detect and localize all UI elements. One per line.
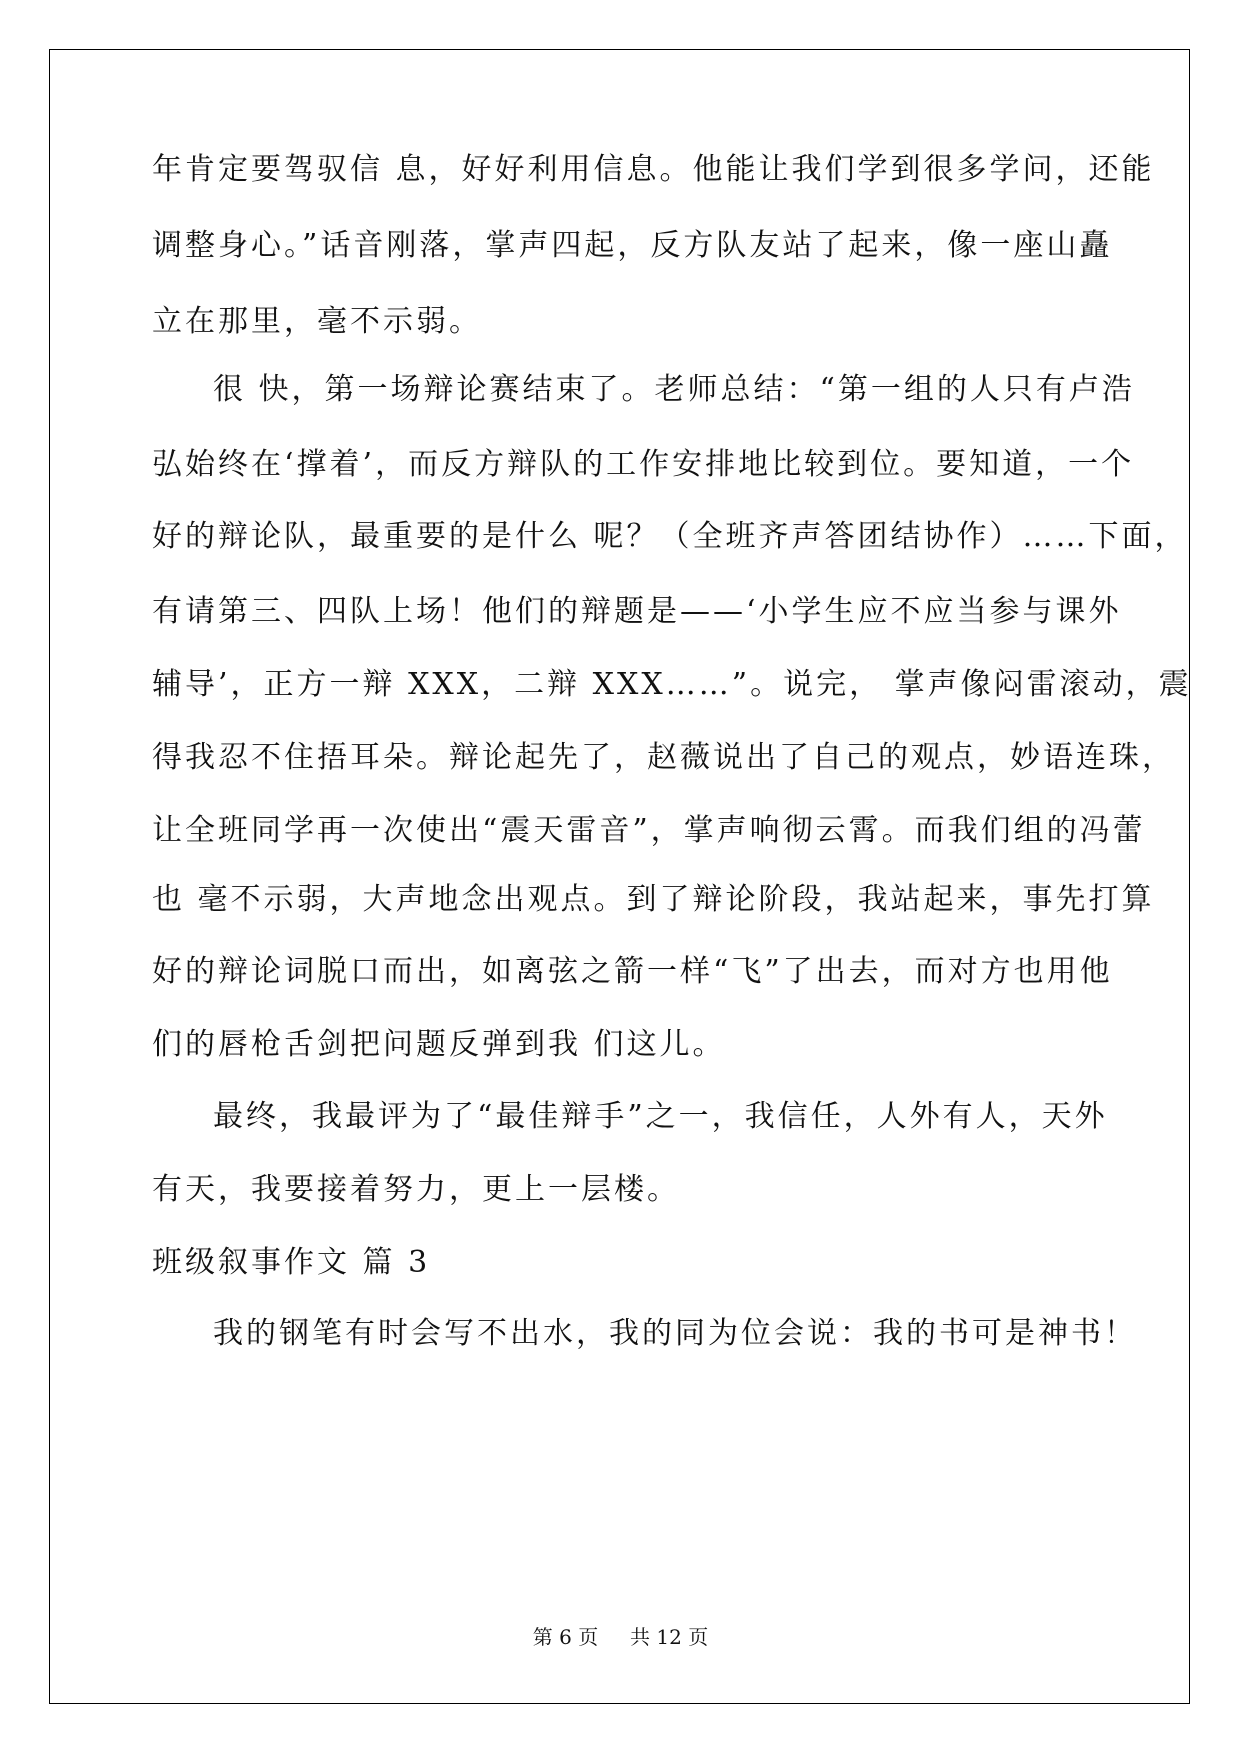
body-line: 有请第三、四队上场！他们的辩题是——‘小学生应不应当参与课外 — [152, 594, 1122, 629]
paragraph-start: 最终，我最评为了“最佳辩手”之一，我信任，人外有人，天外 — [213, 1099, 1108, 1134]
section-heading: 班级叙事作文 篇 3 — [152, 1245, 431, 1280]
body-line: 年肯定要驾驭信 息，好好利用信息。他能让我们学到很多学问，还能 — [152, 152, 1155, 187]
paragraph-start: 我的钢笔有时会写不出水，我的同为位会说：我的书可是神书！ — [213, 1316, 1137, 1351]
body-line: 辅导’，正方一辩 XXX，二辩 XXX……”。说完， 掌声像闷雷滚动，震 — [152, 667, 1192, 702]
page-footer — [0, 1621, 1241, 1650]
body-line: 让全班同学再一次使出“震天雷音”，掌声响彻云霄。而我们组的冯蕾 — [152, 813, 1146, 848]
body-line: 弘始终在‘撑着’，而反方辩队的工作安排地比较到位。要知道，一个 — [152, 447, 1135, 482]
page-total: 共 12 页 — [630, 1625, 709, 1649]
body-line: 调整身心。”话音刚落，掌声四起，反方队友站了起来，像一座山矗 — [152, 228, 1113, 263]
paragraph-start: 很 快，第一场辩论赛结束了。老师总结：“第一组的人只有卢浩 — [213, 372, 1135, 407]
body-line: 立在那里，毫不示弱。 — [152, 304, 482, 339]
body-line: 得我忍不住捂耳朵。辩论起先了，赵薇说出了自己的观点，妙语连珠， — [152, 740, 1175, 775]
page-number: 第 6 页 — [532, 1625, 599, 1649]
body-line: 好的辩论词脱口而出，如离弦之箭一样“飞”了出去，而对方也用他 — [152, 954, 1113, 989]
body-line: 们的唇枪舌剑把问题反弹到我 们这儿。 — [152, 1027, 726, 1062]
body-line: 好的辩论队，最重要的是什么 呢？（全班齐声答团结协作）……下面， — [152, 519, 1188, 554]
body-line: 也 毫不示弱，大声地念出观点。到了辩论阶段，我站起来，事先打算 — [152, 882, 1155, 917]
body-line: 有天，我要接着努力，更上一层楼。 — [152, 1172, 680, 1207]
page-border — [49, 49, 1190, 1704]
